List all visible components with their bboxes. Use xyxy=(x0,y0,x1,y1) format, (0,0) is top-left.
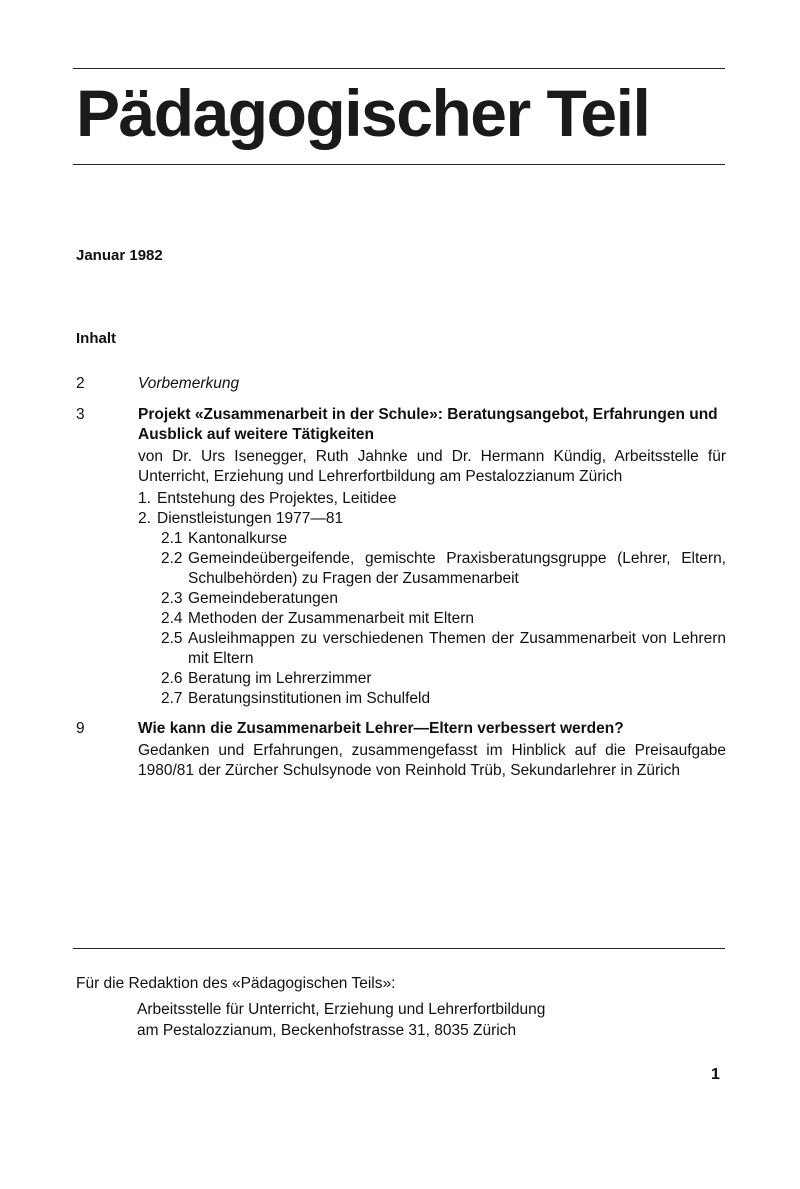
toc-entry-description: Gedanken und Erfahrungen, zusammengefasst im Hinblick auf die Preisaufgabe 1980/81 der Zürcher Schulsynode von Reinhold Trüb, Sekundarlehrer in Zürich xyxy=(138,742,726,779)
toc-subsection-text: Kantonalkurse xyxy=(188,530,288,547)
toc-section xyxy=(138,509,726,529)
toc-subsection-number: 2.4 xyxy=(161,610,183,627)
address-line: Arbeitsstelle für Unterricht, Erziehung und Lehrerfortbildung xyxy=(137,1001,546,1018)
toc-subsection-number: 2.3 xyxy=(161,590,183,607)
toc-subsection-text: Beratung im Lehrerzimmer xyxy=(188,670,372,687)
toc-subsection xyxy=(161,689,726,709)
toc-subsection-number: 2.6 xyxy=(161,670,183,687)
toc-page-number: 2 xyxy=(76,375,85,392)
toc-subsection-number: 2.2 xyxy=(161,550,183,567)
toc-entry-vorbemerkung xyxy=(76,374,726,394)
toc-subsection-number: 2.5 xyxy=(161,630,183,647)
toc-subsection-number: 2.1 xyxy=(161,530,183,547)
toc-subsection-number: 2.7 xyxy=(161,690,183,707)
toc-section-number: 1. xyxy=(138,490,151,507)
title-rule xyxy=(73,164,725,165)
footer-rule xyxy=(73,948,725,949)
toc-subsection-text: Gemeindeberatungen xyxy=(188,590,338,607)
issue-date: Januar 1982 xyxy=(76,247,163,264)
toc-section-number: 2. xyxy=(138,510,151,527)
toc-section-text: Dienstleistungen 1977—81 xyxy=(157,510,344,527)
toc-subsection-text: Ausleihmappen zu verschiedenen Themen der Zusammenarbeit von Lehrern mit Eltern xyxy=(188,630,726,667)
top-rule xyxy=(73,68,725,69)
editorial-address xyxy=(137,999,545,1041)
toc-subsection xyxy=(161,589,726,609)
editorial-label: Für die Redaktion des «Pädagogischen Teils»: xyxy=(76,975,396,992)
toc-entry-title: Vorbemerkung xyxy=(138,375,240,392)
toc-page-number: 3 xyxy=(76,406,85,423)
toc-entry-title: Wie kann die Zusammenarbeit Lehrer—Eltern verbessert werden? xyxy=(138,720,624,737)
toc-heading: Inhalt xyxy=(76,330,116,347)
toc-entry-title: Projekt «Zusammenarbeit in der Schule»: Beratungsangebot, Erfahrungen und Ausblick auf weitere Tätigkeiten xyxy=(138,406,718,443)
page-title: Pädagogischer Teil xyxy=(76,76,650,150)
toc-subsection-text: Methoden der Zusammenarbeit mit Eltern xyxy=(188,610,475,627)
toc-subsection xyxy=(161,609,726,629)
toc-page-number: 9 xyxy=(76,720,85,737)
toc-subsection xyxy=(161,629,726,669)
toc-subsection-text: Gemeindeübergeifende, gemischte Praxisberatungsgruppe (Lehrer, Eltern, Schulbehörden) zu Fragen der Zusammenarbeit xyxy=(188,550,726,587)
toc-subsection xyxy=(161,549,726,589)
toc-subsection-list xyxy=(161,529,726,709)
address-line: am Pestalozzianum, Beckenhofstrasse 31, 8035 Zürich xyxy=(137,1022,517,1039)
toc-entry-authors: von Dr. Urs Isenegger, Ruth Jahnke und Dr. Hermann Kündig, Arbeitsstelle für Unterricht, Erziehung und Lehrerfortbildung am Pestalozzianum Zürich xyxy=(138,448,726,485)
toc-section-text: Entstehung des Projektes, Leitidee xyxy=(157,490,397,507)
toc-subsection xyxy=(161,529,726,549)
toc-subsection xyxy=(161,669,726,689)
toc-entry-projekt xyxy=(76,405,726,709)
page-number: 1 xyxy=(711,1066,720,1083)
toc-entry-zusammenarbeit xyxy=(76,719,726,781)
toc-subsection-text: Beratungsinstitutionen im Schulfeld xyxy=(188,690,431,707)
toc-section xyxy=(138,489,726,509)
